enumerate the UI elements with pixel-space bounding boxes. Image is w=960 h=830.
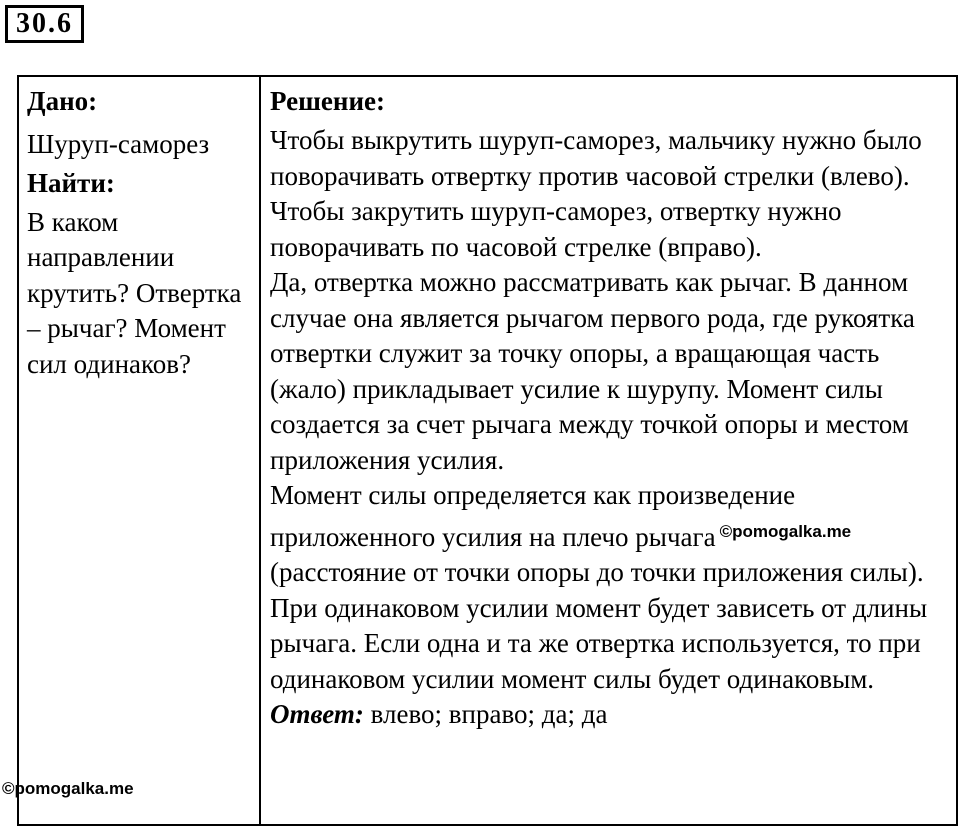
answer-line <box>270 697 946 733</box>
answer-text: влево; вправо; да; да <box>363 699 608 729</box>
solution-paragraph-3 <box>270 478 946 697</box>
solution-heading: Решение: <box>270 86 385 116</box>
given-column <box>19 77 261 824</box>
solution-paragraph-3-end: (расстояние от точки опоры до точки приложения силы). При одинаковом усилии момент будет зависеть от длины рычага. Если одна и та же отвертка используется, то при одинаковом усилии момент силы будет одинаковым. <box>270 557 928 694</box>
answer-label: Ответ: <box>270 699 364 729</box>
solution-table <box>17 75 958 826</box>
given-value: Шуруп-саморез <box>27 129 210 159</box>
solution-paragraph-1: Чтобы выкрутить шуруп-саморез, мальчику нужно было поворачивать отвертку против часовой стрелки (влево). Чтобы закрутить шуруп-саморез, отвертку нужно поворачивать по часовой стрелке (вправо). <box>270 125 922 262</box>
solution-paragraph-2: Да, отвертка можно рассматривать как рычаг. В данном случае она является рычагом первого рода, где рукоятка отвертки служит за точку опоры, а вращающая часть (жало) прикладывает усилие к шурупу. Момент силы создается за счет рычага между точкой опоры и местом приложения усилия. <box>270 267 915 475</box>
watermark-bottom-left: ©pomogalka.me <box>2 779 134 798</box>
watermark-inline: ©pomogalka.me <box>719 521 852 541</box>
solution-body <box>270 123 946 733</box>
task-number: 30.6 <box>5 5 84 43</box>
find-heading: Найти: <box>27 167 115 198</box>
given-heading: Дано: <box>27 86 98 116</box>
solution-column <box>261 77 956 824</box>
solution-paragraph-3-start: Момент силы определяется как произведение приложенного усилия на плечо рычага <box>270 480 796 552</box>
find-questions: В каком направлении крутить? Отвертка – рычаг? Момент сил одинаков? <box>27 206 242 379</box>
